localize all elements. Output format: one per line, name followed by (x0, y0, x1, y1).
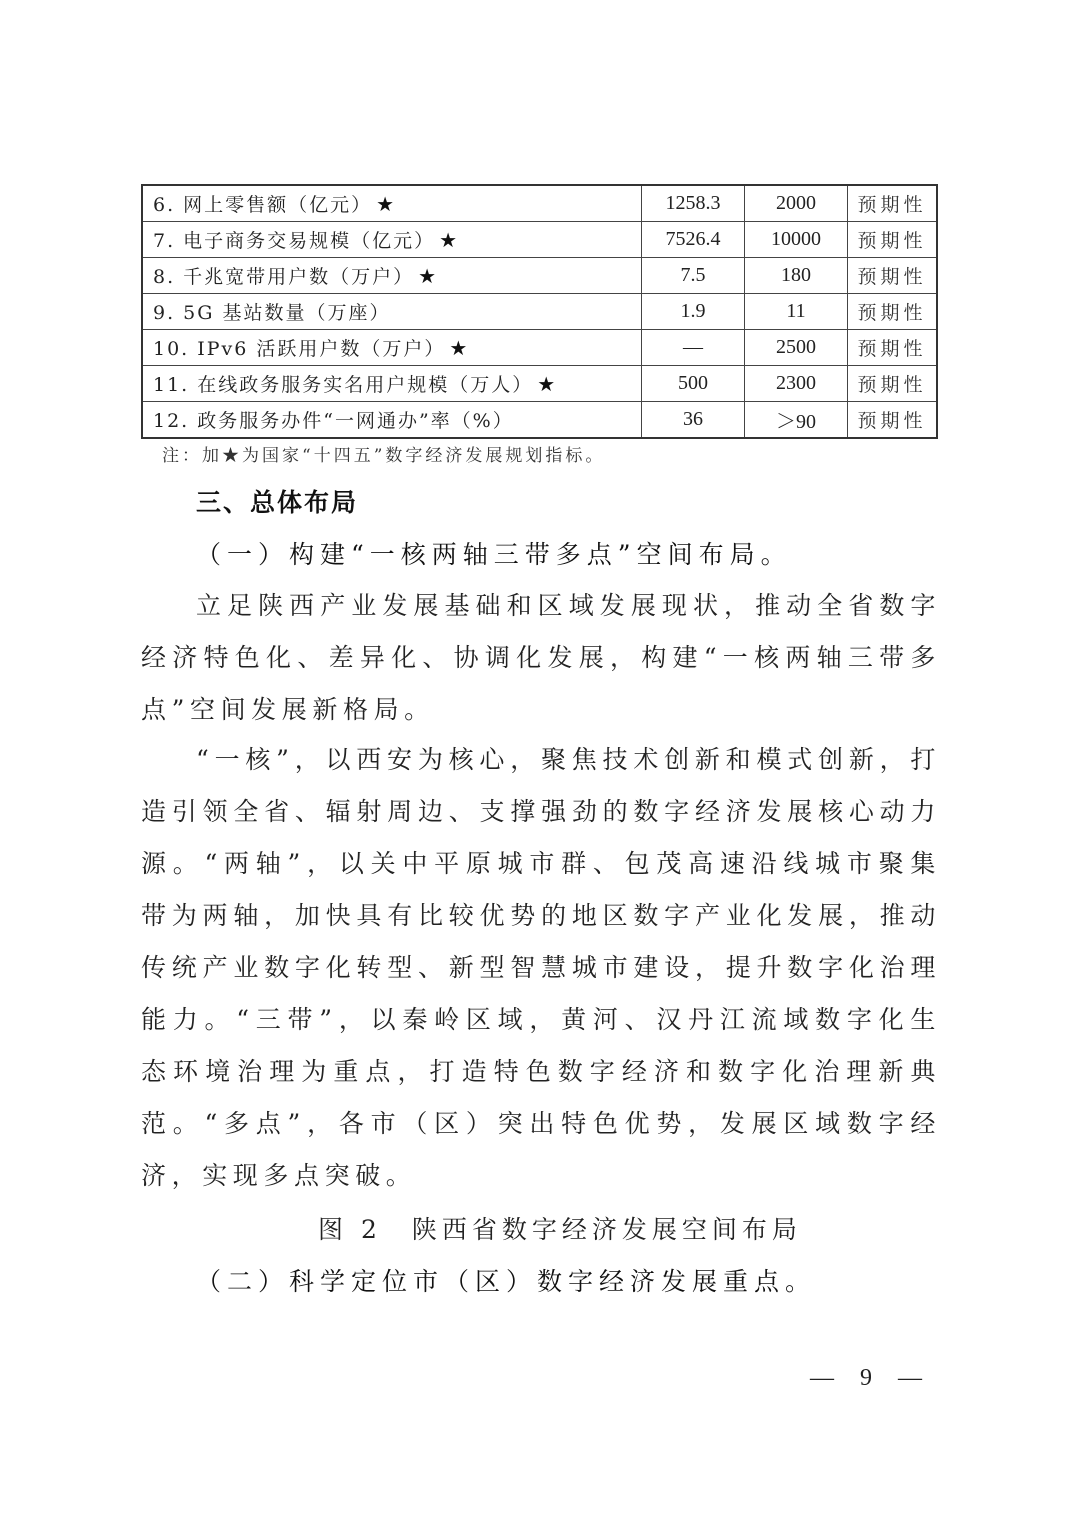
indicator-name: 12. 政务服务办件“一网通办”率（%） (142, 402, 642, 439)
target-value: 2000 (745, 185, 848, 222)
indicator-name: 9. 5G 基站数量（万座） (142, 294, 642, 330)
indicator-name: 11. 在线政务服务实名用户规模（万人） ★ (142, 366, 642, 402)
target-value: 180 (745, 258, 848, 294)
indicator-name: 8. 千兆宽带用户数（万户） ★ (142, 258, 642, 294)
table-row (142, 222, 937, 258)
star-icon: ★ (376, 192, 397, 216)
table-note: 注：加★为国家“十四五”数字经济发展规划指标。 (162, 446, 606, 466)
indicator-name: 6. 网上零售额（亿元） ★ (142, 185, 642, 222)
star-icon: ★ (439, 228, 460, 252)
indicator-type: 预期性 (848, 294, 938, 330)
table-row (142, 366, 937, 402)
paragraph-intro: 立足陕西产业发展基础和区域发展现状，推动全省数字经济特色化、差异化、协调化发展，构建“一核两轴三带多点”空间发展新格局。 (141, 591, 941, 724)
indicator-name: 7. 电子商务交易规模（亿元） ★ (142, 222, 642, 258)
target-value: 11 (745, 294, 848, 330)
table-row (142, 185, 937, 222)
indicator-type: 预期性 (848, 330, 938, 366)
target-value: ＞90 (745, 402, 848, 439)
table-row (142, 258, 937, 294)
indicator-type: 预期性 (848, 402, 938, 439)
current-value: 36 (642, 402, 745, 439)
indicator-name: 10. IPv6 活跃用户数（万户） ★ (142, 330, 642, 366)
current-value: 500 (642, 366, 745, 402)
target-value: 10000 (745, 222, 848, 258)
indicator-type: 预期性 (848, 185, 938, 222)
target-value: 2500 (745, 330, 848, 366)
target-value: 2300 (745, 366, 848, 402)
page-number: — 9 — (810, 1365, 932, 1391)
indicator-type: 预期性 (848, 222, 938, 258)
subsection-heading-1: （一）构建“一核两轴三带多点”空间布局。 (196, 540, 792, 569)
current-value: — (642, 330, 745, 366)
subsection-heading-2: （二）科学定位市（区）数字经济发展重点。 (196, 1267, 817, 1296)
table-row (142, 330, 937, 366)
table-row (142, 294, 937, 330)
current-value: 7526.4 (642, 222, 745, 258)
indicator-type: 预期性 (848, 258, 938, 294)
table-row (142, 402, 937, 439)
indicator-table (141, 184, 938, 439)
current-value: 1.9 (642, 294, 745, 330)
figure-caption: 图 2 陕西省数字经济发展空间布局 (318, 1215, 802, 1244)
paragraph-layout: “一核”，以西安为核心，聚焦技术创新和模式创新，打造引领全省、辐射周边、支撑强劲的数字经济发展核心动力源。“两轴”，以关中平原城市群、包茂高速沿线城市聚集带为两轴，加快具有比较优势的地区数字产业化发展，推动传统产业数字化转型、新型智慧城市建设，提升数字化治理能力。“三带”，以秦岭区域，黄河、汉丹江流域数字化生态环境治理为重点，打造特色数字经济和数字化治理新典范。“多点”，各市（区）突出特色优势，发展区域数字经济，实现多点突破。 (141, 745, 941, 1190)
star-icon: ★ (418, 264, 439, 288)
indicator-type: 预期性 (848, 366, 938, 402)
current-value: 1258.3 (642, 185, 745, 222)
star-icon: ★ (449, 336, 470, 360)
star-icon: ★ (537, 372, 558, 396)
section-heading: 三、总体布局 (196, 488, 359, 517)
current-value: 7.5 (642, 258, 745, 294)
